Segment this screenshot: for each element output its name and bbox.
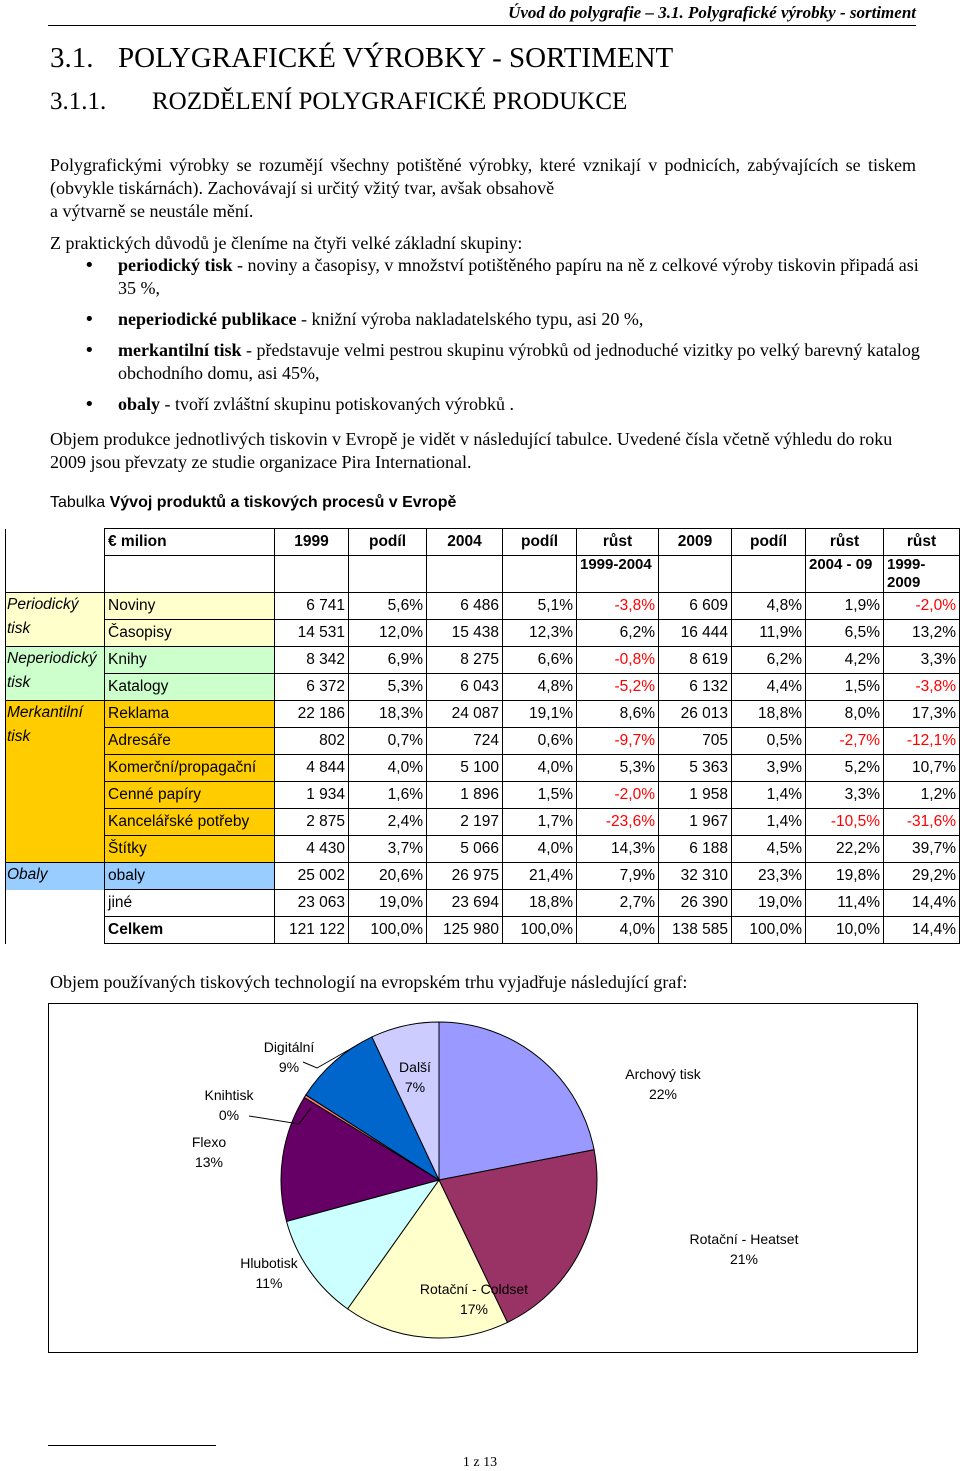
- table-intro: Objem produkce jednotlivých tiskovin v Evropě je vidět v následující tabulce. Uvedené čísla včetně výhledu do roku 2009 jsou převzaty ze studie organizace Pira International.: [50, 429, 893, 472]
- table-cell: 3,9%: [732, 755, 806, 782]
- table-cell: 8,0%: [806, 701, 884, 728]
- row-label: Komerční/propagační: [105, 755, 275, 782]
- group-description: - noviny a časopisy, v množství potištěného papíru na ně z celkové výroby tiskovin připadá asi 35 %,: [118, 255, 919, 298]
- table-cell: 18,8%: [732, 701, 806, 728]
- table-cell: 39,7%: [884, 836, 960, 863]
- table-cell: 2,7%: [577, 890, 659, 917]
- group-label: Periodický tisk: [6, 593, 105, 647]
- slice-name-label: Rotační - Coldset: [419, 1281, 529, 1297]
- column-subheader: [732, 556, 806, 593]
- row-label: obaly: [105, 863, 275, 890]
- heading-2: [50, 88, 627, 116]
- table-subheader-row: [6, 556, 960, 593]
- table-cell: 16 444: [659, 620, 732, 647]
- table-cell: 100,0%: [349, 917, 427, 944]
- table-cell: 19,1%: [503, 701, 577, 728]
- heading-2-number: 3.1.1.: [50, 88, 107, 115]
- slice-name-label: Archový tisk: [625, 1066, 701, 1082]
- table-cell: 4,4%: [732, 674, 806, 701]
- table-cell: 1 958: [659, 782, 732, 809]
- table-cell: 23,3%: [732, 863, 806, 890]
- groups-intro: Z praktických důvodů je členíme na čtyři velké základní skupiny:: [50, 233, 523, 253]
- table-cell: 6,2%: [732, 647, 806, 674]
- table-cell: 1,4%: [732, 782, 806, 809]
- table-cell: 23 694: [427, 890, 503, 917]
- total-row: [6, 917, 960, 944]
- table-cell: 100,0%: [732, 917, 806, 944]
- other-row: [6, 890, 960, 917]
- group-term: merkantilní tisk: [118, 340, 242, 360]
- slice-value-label: 13%: [194, 1154, 224, 1170]
- table-row: [6, 809, 960, 836]
- group-blank: [6, 890, 105, 917]
- page-number: 1 z 13: [462, 1455, 498, 1470]
- row-label: Katalogy: [105, 674, 275, 701]
- table-cell: 13,2%: [884, 620, 960, 647]
- table-cell: 5,1%: [503, 593, 577, 620]
- row-label: Noviny: [105, 593, 275, 620]
- table-cell: 0,7%: [349, 728, 427, 755]
- row-label: Knihy: [105, 647, 275, 674]
- table-cell: 6,6%: [503, 647, 577, 674]
- table-cell: -2,7%: [806, 728, 884, 755]
- table-cell: 4 430: [275, 836, 349, 863]
- table-cell: 11,4%: [806, 890, 884, 917]
- group-label: Merkantilní tisk: [6, 701, 105, 863]
- table-cell: -5,2%: [577, 674, 659, 701]
- column-subheader: [427, 556, 503, 593]
- table-cell: 5,6%: [349, 593, 427, 620]
- slice-value-label: 11%: [255, 1275, 283, 1291]
- table-cell: 1,4%: [732, 809, 806, 836]
- row-label: Reklama: [105, 701, 275, 728]
- table-cell: 1 896: [427, 782, 503, 809]
- table-cell: 7,9%: [577, 863, 659, 890]
- table-cell: 705: [659, 728, 732, 755]
- header-blank: [6, 529, 105, 556]
- chart-intro: Objem používaných tiskových technologií na evropském trhu vyjadřuje následující graf:: [50, 972, 688, 992]
- column-header: růst: [806, 529, 884, 556]
- heading-1-number: 3.1.: [50, 42, 94, 74]
- column-subheader: 1999-2004: [577, 556, 659, 593]
- slice-name-label: Hlubotisk: [240, 1255, 298, 1271]
- heading-1: [50, 42, 673, 75]
- table-row: [6, 620, 960, 647]
- table-cell: 1,2%: [884, 782, 960, 809]
- table-row: [6, 755, 960, 782]
- group-description: - knižní výroba nakladatelského typu, asi 20 %,: [296, 309, 644, 329]
- column-header: 1999: [275, 529, 349, 556]
- table-cell: 4,0%: [577, 917, 659, 944]
- row-label: Štítky: [105, 836, 275, 863]
- table-cell: -12,1%: [884, 728, 960, 755]
- table-cell: 1,9%: [806, 593, 884, 620]
- group-list-item: [80, 393, 920, 416]
- slice-value-label: 22%: [648, 1086, 678, 1102]
- group-term: obaly: [118, 394, 161, 414]
- column-subheader: 2004 - 09: [806, 556, 884, 593]
- column-subheader: [503, 556, 577, 593]
- table-cell: 19,0%: [349, 890, 427, 917]
- table-cell: 15 438: [427, 620, 503, 647]
- table-cell: 14 531: [275, 620, 349, 647]
- table-cell: 4,0%: [349, 755, 427, 782]
- table-cell: 26 013: [659, 701, 732, 728]
- row-label: Cenné papíry: [105, 782, 275, 809]
- table-cell: 10,0%: [806, 917, 884, 944]
- table-cell: 24 087: [427, 701, 503, 728]
- table-cell: 1,5%: [503, 782, 577, 809]
- table-cell: -10,5%: [806, 809, 884, 836]
- table-cell: 1,6%: [349, 782, 427, 809]
- group-list-item: [80, 339, 920, 385]
- column-subheader: 1999-2009: [884, 556, 960, 593]
- table-cell: -3,8%: [577, 593, 659, 620]
- column-subheader: [349, 556, 427, 593]
- table-cell: 1 967: [659, 809, 732, 836]
- header-blank: [6, 556, 105, 593]
- table-row: [6, 593, 960, 620]
- row-label: Celkem: [105, 917, 275, 944]
- table-cell: 6 741: [275, 593, 349, 620]
- table-cell: -0,8%: [577, 647, 659, 674]
- group-blank: [6, 917, 105, 944]
- group-term: periodický tisk: [118, 255, 233, 275]
- table-cell: 23 063: [275, 890, 349, 917]
- column-header: podíl: [349, 529, 427, 556]
- table-cell: 26 975: [427, 863, 503, 890]
- table-cell: 5 100: [427, 755, 503, 782]
- table-cell: 6,2%: [577, 620, 659, 647]
- table-cell: 6 372: [275, 674, 349, 701]
- group-label: Obaly: [6, 863, 105, 890]
- table-cell: 100,0%: [503, 917, 577, 944]
- table-cell: -2,0%: [577, 782, 659, 809]
- table-cell: 5 066: [427, 836, 503, 863]
- intro-paragraph: [50, 154, 916, 223]
- slice-value-label: 9%: [278, 1059, 300, 1075]
- slice-name-label: Flexo: [191, 1134, 227, 1150]
- table-caption: [50, 494, 456, 512]
- table-row: [6, 836, 960, 863]
- table-cell: 8 342: [275, 647, 349, 674]
- table-cell: 3,3%: [884, 647, 960, 674]
- slice-value-label: 7%: [404, 1079, 426, 1095]
- table-cell: 4,0%: [503, 755, 577, 782]
- table-cell: 4,0%: [503, 836, 577, 863]
- table-cell: 14,4%: [884, 890, 960, 917]
- table-cell: 5,2%: [806, 755, 884, 782]
- table-cell: 5,3%: [577, 755, 659, 782]
- table-cell: 0,6%: [503, 728, 577, 755]
- group-list: [80, 254, 920, 424]
- table-cell: -31,6%: [884, 809, 960, 836]
- table-cell: 6 609: [659, 593, 732, 620]
- row-label: Časopisy: [105, 620, 275, 647]
- table-cell: 32 310: [659, 863, 732, 890]
- column-subheader: [659, 556, 732, 593]
- table-cell: 1,7%: [503, 809, 577, 836]
- slice-name-label: Knihtisk: [204, 1087, 254, 1103]
- table-cell: 19,0%: [732, 890, 806, 917]
- table-cell: 8 275: [427, 647, 503, 674]
- table-cell: 6 188: [659, 836, 732, 863]
- column-header: růst: [884, 529, 960, 556]
- table-cell: 22,2%: [806, 836, 884, 863]
- table-cell: 724: [427, 728, 503, 755]
- table-cell: 12,0%: [349, 620, 427, 647]
- table-row: [6, 863, 960, 890]
- table-cell: 1,5%: [806, 674, 884, 701]
- production-table: [5, 528, 960, 944]
- table-cell: 20,6%: [349, 863, 427, 890]
- table-cell: 8,6%: [577, 701, 659, 728]
- table-row: [6, 728, 960, 755]
- slice-value-label: 21%: [729, 1251, 759, 1267]
- table-cell: -23,6%: [577, 809, 659, 836]
- table-cell: 10,7%: [884, 755, 960, 782]
- table-cell: 21,4%: [503, 863, 577, 890]
- table-cell: 6,5%: [806, 620, 884, 647]
- table-cell: 0,5%: [732, 728, 806, 755]
- table-cell: 14,4%: [884, 917, 960, 944]
- column-header: růst: [577, 529, 659, 556]
- table-cell: 138 585: [659, 917, 732, 944]
- slice-name-label: Digitální: [263, 1039, 315, 1055]
- table-cell: -3,8%: [884, 674, 960, 701]
- footer-rule: [48, 1445, 216, 1446]
- table-cell: 26 390: [659, 890, 732, 917]
- column-subheader: [275, 556, 349, 593]
- table-cell: 17,3%: [884, 701, 960, 728]
- column-subheader: [105, 556, 275, 593]
- table-cell: 2 197: [427, 809, 503, 836]
- table-cell: 5,3%: [349, 674, 427, 701]
- table-cell: 25 002: [275, 863, 349, 890]
- column-header: € milion: [105, 529, 275, 556]
- group-description: - představuje velmi pestrou skupinu výrobků od jednoduché vizitky po velký barevný katalog obchodního domu, asi 45%,: [118, 340, 920, 383]
- column-header: 2009: [659, 529, 732, 556]
- table-cell: 19,8%: [806, 863, 884, 890]
- table-cell: -9,7%: [577, 728, 659, 755]
- technology-pie-chart: [48, 1003, 918, 1353]
- table-cell: 22 186: [275, 701, 349, 728]
- table-cell: 3,3%: [806, 782, 884, 809]
- table-cell: 5 363: [659, 755, 732, 782]
- slice-value-label: 0%: [218, 1107, 240, 1123]
- group-list-item: [80, 254, 920, 300]
- pie-chart-svg: [49, 1004, 917, 1352]
- table-cell: 802: [275, 728, 349, 755]
- table-cell: 6 132: [659, 674, 732, 701]
- column-header: podíl: [732, 529, 806, 556]
- row-label: Kancelářské potřeby: [105, 809, 275, 836]
- table-header-row: [6, 529, 960, 556]
- table-cell: -2,0%: [884, 593, 960, 620]
- table-cell: 4,8%: [732, 593, 806, 620]
- slice-name-label: Rotační - Heatset: [689, 1231, 799, 1247]
- table-cell: 18,3%: [349, 701, 427, 728]
- table-cell: 6 043: [427, 674, 503, 701]
- table-row: [6, 701, 960, 728]
- table-cell: 29,2%: [884, 863, 960, 890]
- table-cell: 6 486: [427, 593, 503, 620]
- table-cell: 6,9%: [349, 647, 427, 674]
- slice-value-label: 17%: [459, 1301, 489, 1317]
- table-row: [6, 647, 960, 674]
- table-caption-title: Vývoj produktů a tiskových procesů v Evropě: [109, 494, 457, 511]
- table-cell: 4,2%: [806, 647, 884, 674]
- table-cell: 3,7%: [349, 836, 427, 863]
- table-cell: 12,3%: [503, 620, 577, 647]
- intro-paragraph-end: a výtvarně se neustále mění.: [50, 201, 254, 221]
- group-list-item: [80, 308, 920, 331]
- group-label: Neperiodický tisk: [6, 647, 105, 701]
- group-term: neperiodické publikace: [118, 309, 297, 329]
- heading-1-title: POLYGRAFICKÉ VÝROBKY - SORTIMENT: [118, 42, 674, 74]
- group-description: - tvoří zvláštní skupinu potiskovaných výrobků .: [160, 394, 514, 414]
- header-rule: [48, 25, 916, 26]
- intro-paragraph-main: Polygrafickými výrobky se rozumějí všechny potištěné výrobky, které vznikají v podnicích, zabývajících se tiskem (obvykle tiskárnách). Zachovávají si určitý vžitý tvar, avšak obsahově: [50, 155, 916, 198]
- table-row: [6, 674, 960, 701]
- slice-name-label: Další: [399, 1059, 431, 1075]
- table-cell: 1 934: [275, 782, 349, 809]
- table-row: [6, 782, 960, 809]
- table-cell: 121 122: [275, 917, 349, 944]
- table-cell: 11,9%: [732, 620, 806, 647]
- running-header: Úvod do polygrafie – 3.1. Polygrafické výrobky - sortiment: [508, 3, 916, 22]
- column-header: 2004: [427, 529, 503, 556]
- table-cell: 2 875: [275, 809, 349, 836]
- table-cell: 2,4%: [349, 809, 427, 836]
- table-cell: 4 844: [275, 755, 349, 782]
- table-cell: 4,5%: [732, 836, 806, 863]
- table-cell: 125 980: [427, 917, 503, 944]
- table-cell: 8 619: [659, 647, 732, 674]
- row-label: jiné: [105, 890, 275, 917]
- heading-2-title: ROZDĚLENÍ POLYGRAFICKÉ PRODUKCE: [152, 88, 628, 115]
- row-label: Adresáře: [105, 728, 275, 755]
- table-cell: 4,8%: [503, 674, 577, 701]
- table-cell: 14,3%: [577, 836, 659, 863]
- column-header: podíl: [503, 529, 577, 556]
- table-cell: 18,8%: [503, 890, 577, 917]
- table-caption-prefix: Tabulka: [50, 494, 110, 511]
